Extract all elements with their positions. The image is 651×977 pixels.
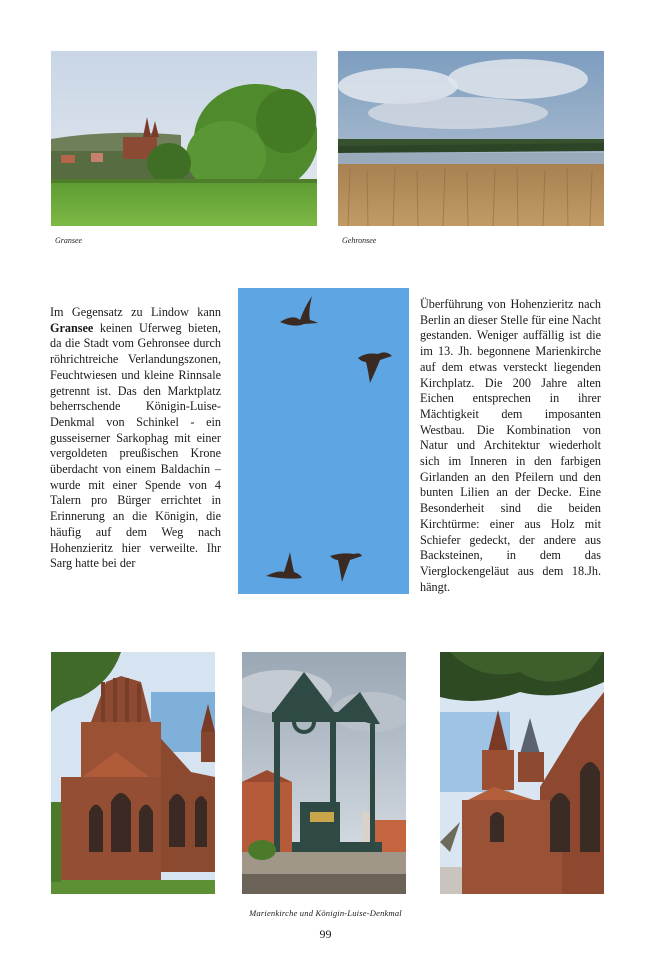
marienkirche-photo-2 xyxy=(440,652,604,894)
right-body-text: Überführung von Hohenzieritz nach Berlin an dieser Stelle für eine Nacht gestanden. Weniger auffällig ist die im 13. Jh. begonnene Marienkirche auf dem etwas versteckt liegenden Kirchplatz. Die 200 Jahre alten Eichen entsprechen in ihrer Mächtigkeit dem imposanten Westbau. Die Kombination von Natur und Architektur wiederholt sich im Inneren in den farbigen Girlanden an den Pfeilern und den bunten Lilien an der Decke. Eine Besonderheit sind die beiden Kirchtürme: einer aus Holz mit Schiefer gedeckt, der andere aus Backsteinen, in dem das Vierglockengeläut aus dem 18.Jh. hängt. xyxy=(420,297,601,594)
gehronsee-caption: Gehronsee xyxy=(342,236,377,245)
gransee-caption: Gransee xyxy=(55,236,83,245)
text-column-left xyxy=(50,305,221,572)
gehronsee-photo xyxy=(338,51,604,226)
intro-text: Im Gegensatz zu Lindow kann xyxy=(50,305,221,319)
gransee-bold: Gransee xyxy=(50,320,94,335)
text-column-right xyxy=(420,297,601,595)
marienkirche-photo-1 xyxy=(51,652,215,894)
bottom-caption: Marienkirche und Königin-Luise-Denkmal xyxy=(249,908,402,918)
geese-photo xyxy=(238,288,409,594)
page-number: 99 xyxy=(319,927,332,941)
luise-denkmal-photo xyxy=(242,652,406,894)
left-body-text: keinen Uferweg bieten, da die Stadt vom Gehronsee durch röhrichtreiche Verlandungszonen, Feuchtwiesen und kleine Rinnsale getrennt ist. Das den Marktplatz beherrschende Königin-Luise-Denkmal von Schinkel - ein gusseiserner Sarkophag mit einer vergoldeten preußischen Krone überdacht von einem Baldachin – wurde mit einer Spende von 4 Talern pro Bürger errichtet in Erinnerung an die Königin, die häufig auf dem Weg nach Hohenzieritz hier verweilte. Ihr Sarg hatte bei der xyxy=(50,320,221,571)
gransee-photo xyxy=(51,51,317,226)
